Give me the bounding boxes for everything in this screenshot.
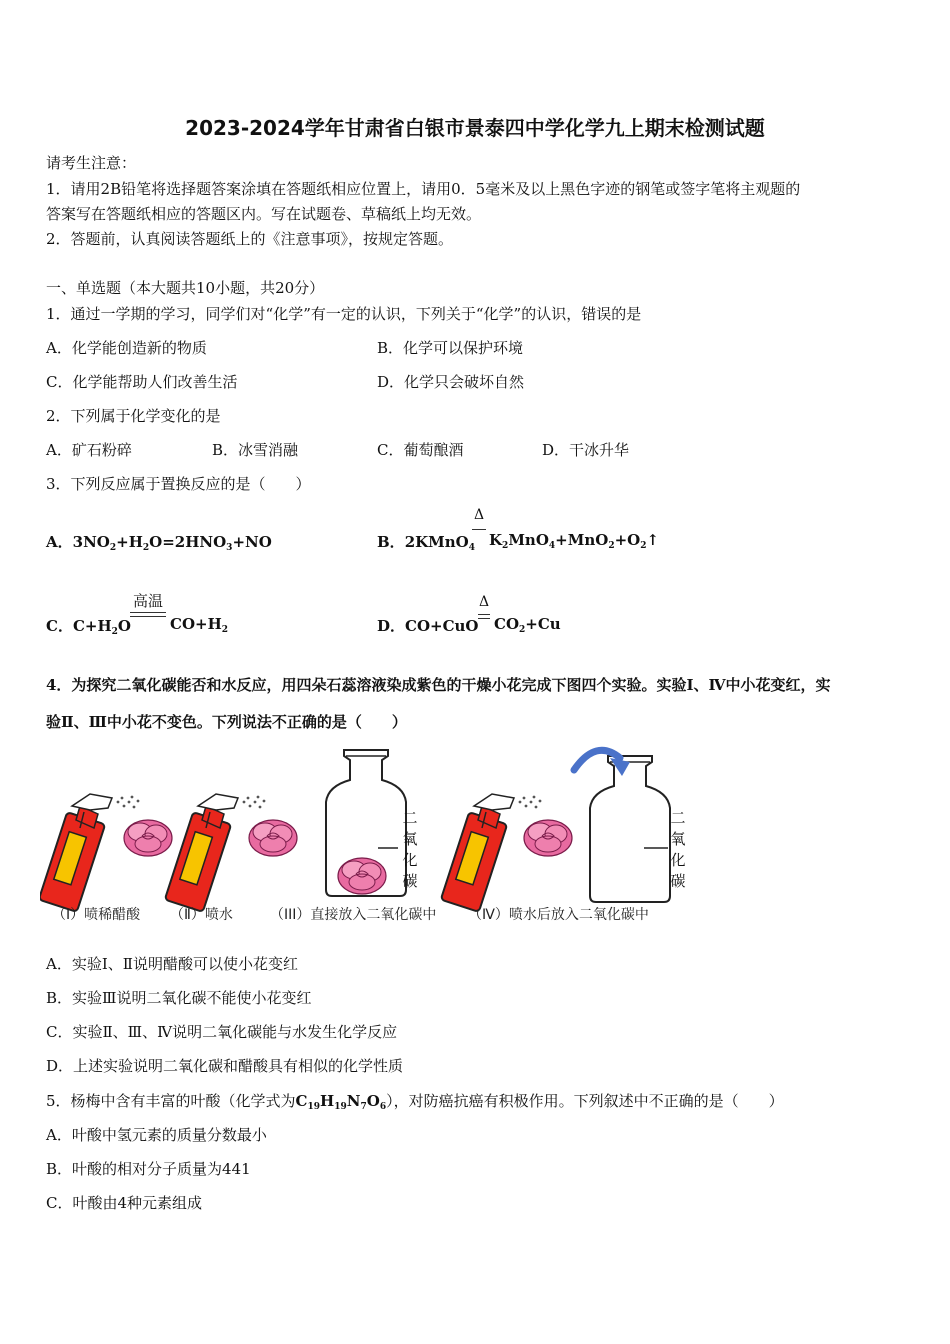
q3-option-b[interactable]: B．2KMnO$_4$ bbox=[377, 533, 476, 553]
q4-gas-label-3: 二氧化碳 bbox=[402, 809, 418, 890]
q3-c-eq-line-1 bbox=[130, 612, 166, 613]
q3-option-b-label: B． bbox=[377, 533, 405, 551]
q5-stem bbox=[46, 1090, 784, 1111]
q5-stem-pre: 5．杨梅中含有丰富的叶酸（化学式为 bbox=[46, 1092, 296, 1110]
flower-icon-3 bbox=[338, 858, 386, 894]
flower-icon-2 bbox=[249, 820, 297, 856]
q1-option-d[interactable]: D．化学只会破坏自然 bbox=[377, 373, 525, 391]
q4-option-c[interactable]: C．实验Ⅱ、Ⅲ、Ⅳ说明二氧化碳能与水发生化学反应 bbox=[46, 1023, 398, 1041]
q3-option-a-label: A． bbox=[46, 533, 73, 551]
q3-b-products: $K_2MnO_4+MnO_2+O_2↑$ bbox=[489, 531, 660, 551]
q3-option-a[interactable]: A．$3NO_2+H_2O=2HNO_3+NO$ bbox=[46, 533, 272, 553]
q4-caption-3: （III）直接放入二氧化碳中 bbox=[270, 907, 437, 923]
q4-option-a[interactable]: A．实验Ⅰ、Ⅱ说明醋酸可以使小花变红 bbox=[46, 955, 298, 973]
q2-option-a[interactable]: A．矿石粉碎 bbox=[46, 441, 132, 459]
sprayer-icon-1 bbox=[40, 794, 139, 912]
q3-d-delta: Δ bbox=[478, 594, 490, 610]
q3-option-d-label: D． bbox=[377, 617, 406, 635]
q3-option-d[interactable]: D．CO+CuO bbox=[377, 617, 479, 635]
q1-option-a[interactable]: A．化学能创造新的物质 bbox=[46, 339, 207, 357]
q2-option-b[interactable]: B．冰雪消融 bbox=[212, 441, 299, 459]
sprayer-icon-4 bbox=[441, 794, 542, 912]
notice-line-2: 2．答题前，认真阅读答题纸上的《注意事项》，按规定答题。 bbox=[46, 230, 454, 248]
q3-b-eq-line bbox=[472, 529, 486, 530]
q3-b-delta: Δ bbox=[473, 507, 485, 523]
q5-option-a[interactable]: A．叶酸中氢元素的质量分数最小 bbox=[46, 1126, 267, 1144]
q3-c-eq-line-2 bbox=[130, 616, 166, 617]
sprayer-icon-2 bbox=[165, 794, 266, 912]
q5-formula: $C_{19}H_{19}N_7O_6$ bbox=[295, 1092, 387, 1112]
flower-icon-4 bbox=[524, 820, 572, 856]
notice-line-1b: 答案写在答题纸相应的答题区内。写在试题卷、草稿纸上均无效。 bbox=[46, 205, 482, 223]
section-heading: 一、单选题（本大题共10小题，共20分） bbox=[46, 279, 325, 297]
q3-d-eq-line-2 bbox=[478, 618, 490, 619]
flower-icon-1 bbox=[124, 820, 172, 856]
q4-option-b[interactable]: B．实验Ⅲ说明二氧化碳不能使小花变红 bbox=[46, 989, 312, 1007]
notice-line-1: 1．请用2B铅笔将选择题答案涂填在答题纸相应位置上，请用0．5毫米及以上黑色字迹的钢笔或签字笔将主观题的 bbox=[46, 180, 801, 198]
jar-icon-4 bbox=[590, 756, 670, 902]
q4-gas-label-4: 二氧化碳 bbox=[670, 809, 686, 890]
q3-d-eq-line-1 bbox=[478, 614, 490, 615]
q2-option-d[interactable]: D．干冰升华 bbox=[542, 441, 630, 459]
q3-c-products: $CO+H_2$ bbox=[170, 615, 229, 635]
curved-arrow-icon bbox=[574, 750, 630, 776]
q5-option-c[interactable]: C．叶酸由4种元素组成 bbox=[46, 1194, 203, 1212]
q2-option-c[interactable]: C．葡萄酿酒 bbox=[377, 441, 464, 459]
q4-stem-line-1: 4．为探究二氧化碳能否和水反应，用四朵石蕊溶液染成紫色的干燥小花完成下图四个实验。实验Ⅰ、Ⅳ中小花变红，实 bbox=[46, 676, 831, 694]
q4-caption-4: （Ⅳ）喷水后放入二氧化碳中 bbox=[468, 907, 649, 923]
q4-option-d[interactable]: D．上述实验说明二氧化碳和醋酸具有相似的化学性质 bbox=[46, 1057, 404, 1075]
q1-stem: 1．通过一学期的学习，同学们对“化学”有一定的认识，下列关于“化学”的认识，错误的是 bbox=[46, 305, 642, 323]
q3-option-c[interactable]: C．$C+H_2O$ bbox=[46, 617, 131, 637]
q3-d-products: $CO_2+Cu$ bbox=[494, 615, 561, 635]
q1-option-c[interactable]: C．化学能帮助人们改善生活 bbox=[46, 373, 238, 391]
notice-heading: 请考生注意： bbox=[46, 154, 137, 172]
q5-stem-post: ），对防癌抗癌有积极作用。下列叙述中不正确的是（ ） bbox=[386, 1092, 784, 1110]
q4-stem-line-2: 验Ⅱ、Ⅲ中小花不变色。下列说法不正确的是（ ） bbox=[46, 713, 407, 731]
q1-option-b[interactable]: B．化学可以保护环境 bbox=[377, 339, 524, 357]
q3-option-c-label: C． bbox=[46, 617, 73, 635]
q4-caption-1: （I）喷稀醋酸 bbox=[52, 907, 141, 923]
q5-option-b[interactable]: B．叶酸的相对分子质量为441 bbox=[46, 1160, 251, 1178]
q4-experiment-figure bbox=[40, 740, 700, 930]
page-title: 2023-2024学年甘肃省白银市景泰四中学化学九上期末检测试题 bbox=[185, 116, 765, 140]
q3-c-high-temp: 高温 bbox=[132, 592, 163, 610]
q4-caption-2: （Ⅱ）喷水 bbox=[170, 907, 233, 923]
q2-stem: 2．下列属于化学变化的是 bbox=[46, 407, 221, 425]
q3-stem: 3．下列反应属于置换反应的是（ ） bbox=[46, 475, 311, 493]
